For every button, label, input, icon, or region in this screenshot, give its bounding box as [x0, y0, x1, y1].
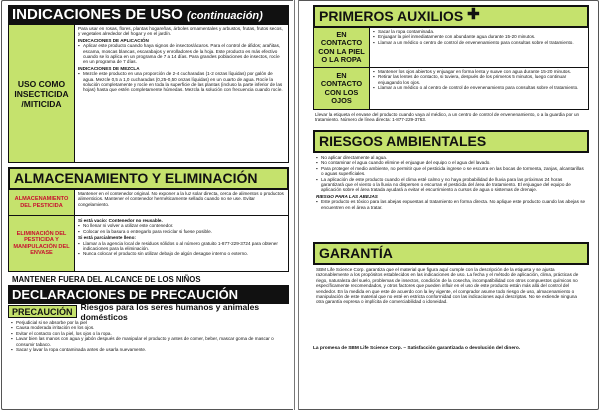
disposal-label: ELIMINACIÓN DEL PESTICIDA Y MANIPULACIÓN DEL ENVASE: [9, 216, 75, 271]
uses-intro: Para usar en rosas, flores, plantas hogareñas, árboles ornamentales y arbustos, frutas, frutos secos, y vegetales alrededor del hogar y en el jardín.: [78, 26, 283, 37]
storage-body: [75, 190, 288, 215]
warranty-body: [313, 265, 589, 345]
uses-header: [8, 5, 289, 25]
mixing-item: ▪ Mezcle este producto en una proporción de 2-4 cucharadas (1-2 onzas líquidas) por galón de agua. Mezcle 0,5 a 1,0 cucharadas (0,25-0,50 onzas líquidas) en un cuarto de agua. Rocíe la solución completamente y rocíe en toda la superficie de las plantas (incluso la parte inferior de las hojas) hasta que estén completamente húmedas. Mezcla la solución con frecuencia cuando rocíe.: [78, 71, 285, 93]
firstaid-header: [313, 5, 589, 28]
eyes-body: [370, 68, 588, 109]
precaution-item: ▪ Causa moderada irritación en los ojos.: [11, 325, 286, 330]
storage-label: ALMACENAMIENTO DEL PESTICIDA: [9, 190, 75, 215]
skin-item: ▪ Enjuagar la piel inmediatamente con abundante agua durante 15-20 minutos.: [373, 34, 585, 39]
bees-heading: RIESGO PARA LAS ABEJAS: [316, 193, 378, 199]
skin-item: ▪ Llamar a un médico o centro de control de envenenamiento para consultas sobre el tratamiento.: [373, 40, 585, 45]
precaution-subtitle: Riesgos para los seres humanos y animales domésticos: [80, 301, 260, 322]
precaution-bar: [8, 301, 289, 322]
precaution-header: DECLARACIONES DE PRECAUCIÓN: [8, 285, 289, 304]
eyes-list: [373, 69, 585, 91]
env-item: ▪ No aplicar directamente al agua.: [316, 155, 586, 160]
skin-body: [370, 28, 588, 67]
bees-list: [316, 199, 586, 210]
application-list: [78, 43, 285, 65]
storage-header: ALMACENAMIENTO Y ELIMINACIÓN: [8, 167, 289, 190]
precaution-list: [11, 320, 286, 352]
disposal-empty-item: ▪ Colocar en la basura o entregarlo para reciclar si fuese posible.: [78, 229, 285, 234]
spine-line-right: [298, 0, 299, 410]
uses-section: [8, 25, 289, 163]
env-list: [316, 155, 586, 193]
keep-away-warning: MANTENER FUERA DEL ALCANCE DE LOS NIÑOS: [12, 275, 201, 284]
precaution-item: ▪ Lavar bien las manos con agua y jabón después de manipular el producto y antes de comer, beber, mascar goma de mascar o consumir tabaco.: [11, 336, 286, 347]
uses-body: [75, 25, 288, 162]
mixing-list: [78, 71, 285, 93]
skin-list: [373, 29, 585, 45]
firstaid-note-text: Llevar la etiqueta el envase del producto cuando vaya al médico, a un centro de control de envenenamiento, o a la guardia por un tratamiento. Número de línea directa: 1-877-229-3763.: [315, 112, 580, 123]
disposal-partial-list: [78, 241, 285, 257]
env-item: ▪ Para proteger el medio ambiente, no permitir que el pesticida ingrese o se escurra en las bocas de tormenta, zanjas, alcantarillas o aguas superficiales.: [316, 166, 586, 177]
bees-item: ▪ Este producto es tóxico para las abejas expuestas al tratamiento en forma directa. No aplique este producto cuando las abejas se encuentren en el área a tratar.: [316, 199, 586, 210]
eyes-item: ▪ Mantener los ojos abiertos y enjuagar en forma lenta y suave con agua durante 15-20 minutos.: [373, 69, 585, 74]
skin-item: ▪ Sacar la ropa contaminada.: [373, 29, 585, 34]
precaution-item: ▪ Perjudicial si se absorbe por la piel: [11, 320, 286, 325]
disposal-partial-heading: Si está parcialmente lleno:: [78, 235, 136, 241]
eyes-item: ▪ Llamar a un médico o al centro de control de envenenamiento para consultas sobre el tratamiento.: [373, 85, 585, 90]
precaution-tag: PRECAUCIÓN: [8, 305, 77, 318]
warranty-header: GARANTÍA: [313, 242, 589, 265]
left-panel: [8, 5, 289, 354]
firstaid-header-title: PRIMEROS AUXILIOS: [319, 8, 464, 24]
uses-label: USO COMO INSECTICIDA /MITICIDA: [9, 25, 75, 162]
disposal-section: [8, 216, 289, 272]
mixing-heading: INDICACIONES DE MEZCLA: [78, 65, 140, 71]
disposal-empty-heading: Si está vacío: Contenedor no reusable.: [78, 218, 163, 223]
promise-text: La promesa de SBM Life Science Corp. – Satisfacción garantizada o devolución del dinero.: [313, 346, 521, 351]
env-item: ▪ La aplicación de este producto cuando el clima esté calmo y no haya probabilidad de lluvia para las próximas 24 horas garantizará que el viento o la lluvia no dispersen o escurran el pesticida del área de tratamiento. El enjuague del equipo de aplicación sobre el área tratada ayudará a evitar el escurrimiento a cursos de agua o sistemas de drenaje.: [316, 177, 586, 193]
eyes-label: EN CONTACTO CON LOS OJOS: [314, 68, 370, 109]
env-item: ▪ No contaminar el agua cuando elimine el enjuague del equipo o el agua del lavado.: [316, 160, 586, 165]
disposal-empty-item: ▪ No llenar ni volver a utilizar este contenedor.: [78, 223, 285, 228]
skin-label: EN CONTACTO CON LA PIEL O LA ROPA: [314, 28, 370, 67]
application-item: ▪ Aplicar este producto cuando haya signos de insectos/ácaros. Para el control de áfidos; arañitas, escama, moscas blancas, escarabajos y enrolladores de la hoja. Este producto es más efectivo cuando se lo aplica en un programa de 7 a 14 días. Para grandes poblaciones de insectos, rocíe en un programa de 7 días.: [78, 43, 285, 65]
precaution-item: ▪ Sacar y lavar la ropa contaminada antes de usarla nuevamente.: [11, 347, 286, 352]
warranty-text: SBM Life Science Corp. garantiza que el material que figura aquí cumple con la descripción de la etiqueta y se ajusta razonablemente a los propósitos establecidos en las indicaciones de uso. La fecha y el método de aplicación, clima, prácticas de riego, naturaleza del suelo, problemas de insectos, condición de la cosecha, incompatibilidad con otros compuestos químicos no específicamente recomendados, y otros factores que pueden influir en el uso de este producto están más allá del control del vendedor. En la medida en que este de acuerdo con la ley vigente, el comprador asume todo riesgo de uso, almacenamiento o manipulación de este material que no esté en estricta conformidad con las indicaciones aquí descriptas. No se extiende ninguna otra garantía expresa o implícita de comerciabilidad o idoneidad.: [316, 267, 579, 305]
application-heading: INDICACIONES DE APLICACIÓN: [78, 37, 149, 43]
uses-header-title: INDICACIONES DE USO: [12, 6, 188, 23]
plus-icon: ✚: [467, 6, 480, 23]
precaution-body: [8, 318, 289, 354]
storage-section: [8, 190, 289, 216]
disposal-empty-list: [78, 223, 285, 234]
disposal-partial-item: ▪ Llamar a la agencia local de residuos sólidos o al número gratuito 1-877-229-3724 para obtener indicaciones para la eliminación.: [78, 241, 285, 252]
firstaid-note: [313, 110, 589, 126]
spine-line-left: [294, 0, 295, 410]
skin-section: [313, 28, 589, 68]
right-panel: [313, 5, 589, 353]
eyes-section: [313, 68, 589, 110]
disposal-partial-item: ▪ Nunca colocar el producto sin utilizar debajo de algún desagüe interno o externo.: [78, 251, 285, 256]
precaution-item: ▪ Evitar el contacto con la piel, los ojos o la ropa.: [11, 331, 286, 336]
storage-text: Mantener en el contenedor original. No exponer a la luz solar directa, cerca de alimentos o productos alimenticios. Mantener el contenedor herméticamente sellado cuando no se use. Evitar congelamiento.: [78, 191, 284, 207]
eyes-item: ▪ Retirar las lentes de contacto, si tuviera, después de los primeros 5 minutos, luego continuar enjuagando los ojos.: [373, 74, 585, 85]
uses-header-subtitle: (continuación): [187, 10, 263, 22]
disposal-body: [75, 216, 288, 271]
env-header: RIESGOS AMBIENTALES: [313, 130, 589, 153]
env-body: [313, 153, 589, 239]
